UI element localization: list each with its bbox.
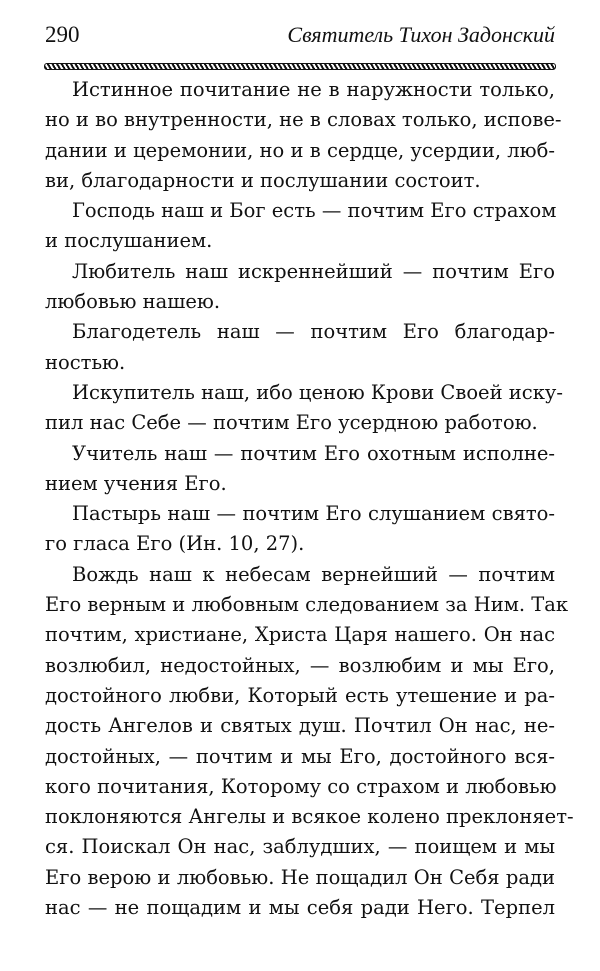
page-header: [45, 22, 555, 52]
paragraph: [45, 560, 574, 924]
text-line: Пастырь наш — почтим Его слушанием свято-: [72, 502, 555, 526]
running-title: Святитель Тихон Задонский: [287, 22, 555, 47]
paragraph: [45, 378, 563, 439]
text-line: ся. Поискал Он нас, заблудших, — поищем и мы: [45, 835, 555, 859]
text-line: любовью нашею.: [45, 290, 221, 314]
decorative-rope-rule: [44, 63, 556, 70]
text-line: дость Ангелов и святых душ. Почтил Он нас, не-: [45, 714, 555, 738]
text-line: и послушанием.: [45, 229, 213, 253]
page-number: 290: [45, 22, 80, 47]
text-line: возлюбил, недостойных, — возлюбим и мы Его,: [45, 653, 555, 677]
text-line: Истинное почитание не в наружности только,: [72, 78, 555, 101]
text-line: Вождь наш к небесам вернейший — почтим: [72, 562, 555, 586]
paragraph: [45, 317, 555, 378]
page-body-text: [45, 75, 574, 923]
text-line: Его верою и любовью. Не пощадил Он Себя ради: [45, 865, 555, 889]
text-line: нием учения Его.: [45, 471, 227, 495]
text-line: достойного любви, Который есть утешение и ра-: [45, 683, 555, 707]
paragraph: [45, 439, 555, 500]
text-line: но и во внутренности, не в словах только, испове-: [45, 108, 562, 132]
text-line: ви, благодарности и послушании состоит.: [45, 168, 481, 192]
text-line: Любитель наш искреннейший — почтим Его: [72, 259, 555, 283]
text-line: кого почитания, Которому со страхом и любовью: [45, 774, 557, 798]
text-line: пил нас Себе — почтим Его усердною работою.: [45, 411, 538, 435]
text-line: поклоняются Ангелы и всякое колено преклоняет-: [45, 805, 574, 829]
paragraph: [45, 499, 555, 560]
text-line: Учитель наш — почтим Его охотным исполне-: [72, 441, 555, 465]
text-line: Его верным и любовным следованием за Ним. Так: [45, 593, 569, 617]
text-line: Искупитель наш, ибо ценою Крови Своей иску-: [72, 380, 563, 404]
text-line: нас — не пощадим и мы себя ради Него. Терпел: [45, 896, 555, 920]
paragraph: [45, 75, 562, 196]
text-line: Благодетель наш — почтим Его благодар-: [72, 320, 555, 344]
text-line: ностью.: [45, 350, 126, 374]
text-line: достойных, — почтим и мы Его, достойного вся-: [45, 744, 555, 768]
text-line: почтим, христиане, Христа Царя нашего. Он нас: [45, 623, 555, 647]
paragraph: [45, 196, 555, 257]
text-line: го гласа Его (Ин. 10, 27).: [45, 532, 305, 556]
paragraph: [45, 257, 555, 318]
text-line: Господь наш и Бог есть — почтим Его страхом: [72, 199, 557, 223]
text-line: дании и церемонии, но и в сердце, усердии, люб-: [45, 138, 555, 162]
